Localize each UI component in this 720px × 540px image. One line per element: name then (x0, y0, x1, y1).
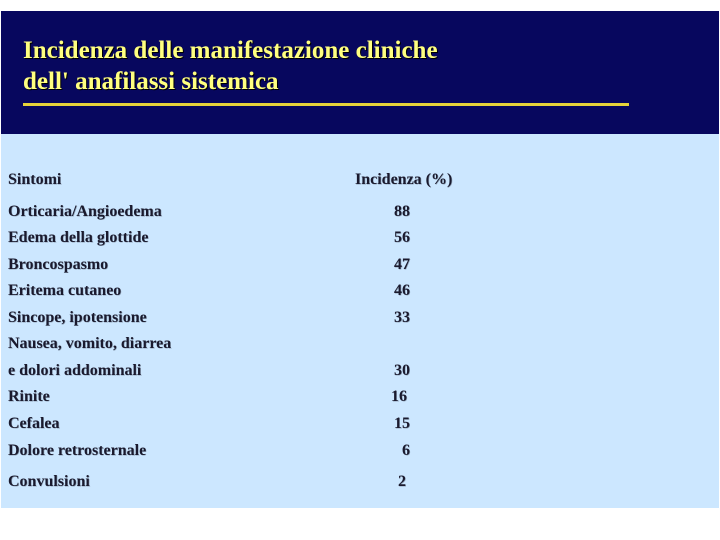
title-underline (23, 103, 629, 106)
row-incidence: 2 (398, 473, 406, 490)
row-incidence: 6 (402, 442, 410, 459)
slide-title-line-2: dell' anafilassi sistemica (23, 68, 279, 95)
column-header-symptoms: Sintomi (8, 171, 62, 188)
row-symptom: Nausea, vomito, diarrea (8, 335, 172, 352)
row-symptom: Edema della glottide (8, 229, 149, 246)
row-incidence: 16 (391, 388, 407, 405)
row-incidence: 88 (394, 203, 410, 220)
row-incidence: 33 (394, 309, 410, 326)
row-incidence: 15 (394, 415, 410, 432)
row-symptom: Sincope, ipotensione (8, 309, 147, 326)
column-header-incidence: Incidenza (%) (355, 171, 453, 188)
row-incidence: 56 (394, 229, 410, 246)
row-symptom: Orticaria/Angioedema (8, 203, 162, 220)
slide-title (23, 35, 438, 97)
row-incidence: 47 (394, 256, 410, 273)
row-symptom: Rinite (8, 388, 50, 405)
slide-title-line-1: Incidenza delle manifestazione cliniche (23, 37, 438, 64)
row-symptom: Cefalea (8, 415, 60, 432)
row-symptom: e dolori addominali (8, 362, 142, 379)
row-symptom: Dolore retrosternale (8, 442, 147, 459)
row-incidence: 46 (394, 282, 410, 299)
row-incidence: 30 (394, 362, 410, 379)
row-symptom: Eritema cutaneo (8, 282, 122, 299)
row-symptom: Broncospasmo (8, 256, 109, 273)
row-symptom: Convulsioni (8, 473, 90, 490)
